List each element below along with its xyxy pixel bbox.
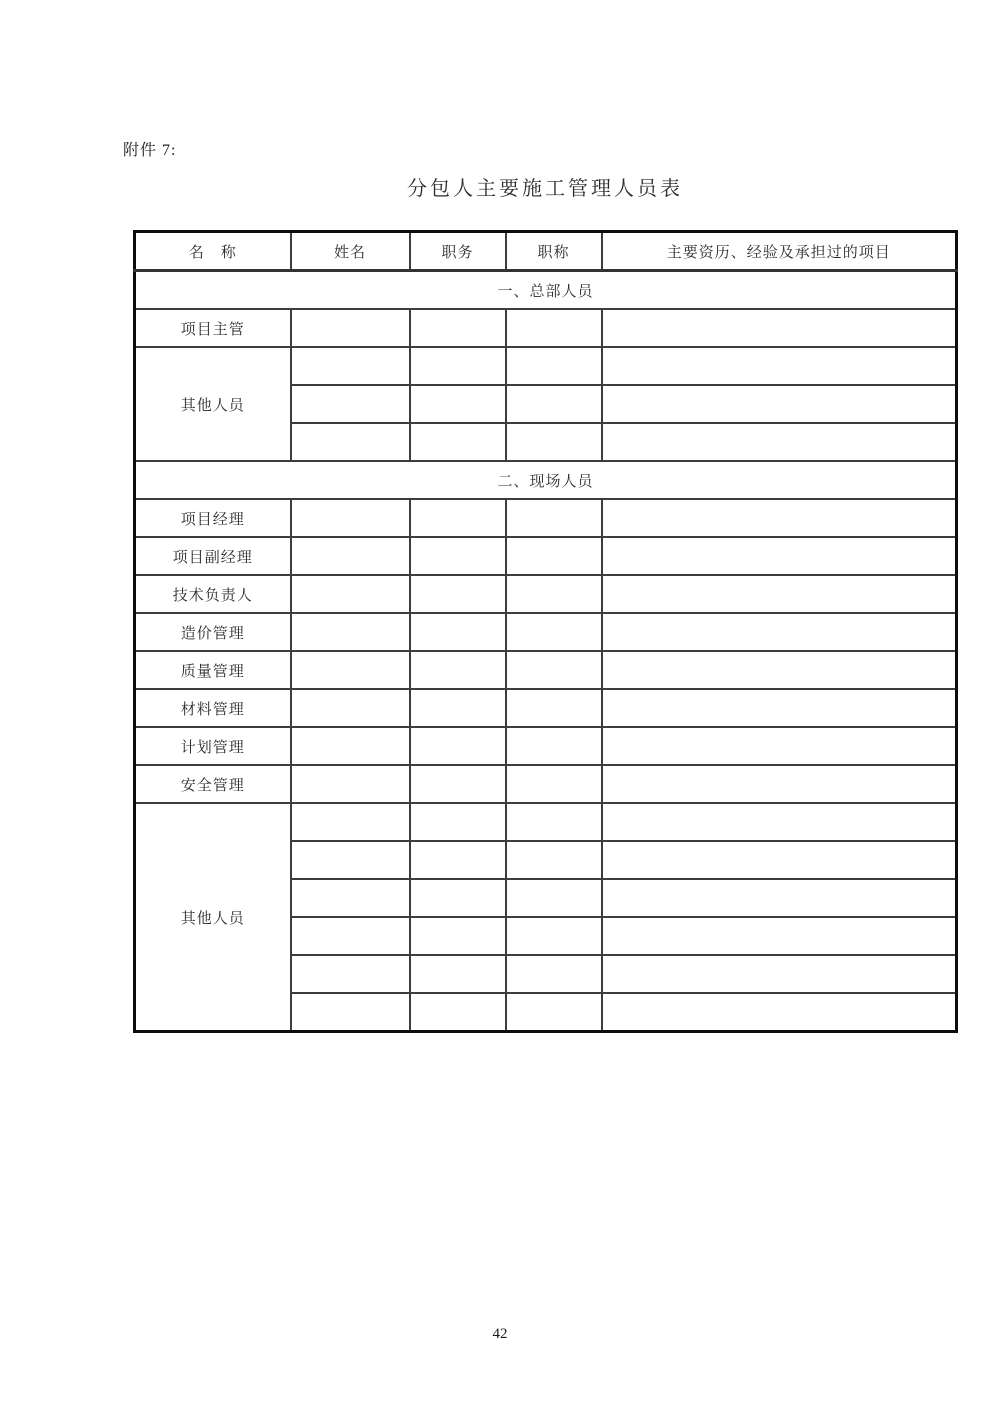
empty-cell (410, 575, 506, 613)
table-row (135, 575, 957, 613)
empty-cell (410, 499, 506, 537)
empty-cell (291, 347, 410, 385)
table-row (135, 765, 957, 803)
empty-cell (291, 765, 410, 803)
empty-cell (291, 537, 410, 575)
empty-cell (410, 993, 506, 1032)
empty-cell (291, 689, 410, 727)
empty-cell (602, 955, 957, 993)
row-label-technical-director: 技术负责人 (135, 575, 291, 613)
header-cell-experience: 主要资历、经验及承担过的项目 (602, 232, 957, 271)
row-label-deputy-project-manager: 项目副经理 (135, 537, 291, 575)
empty-cell (291, 841, 410, 879)
empty-cell (291, 803, 410, 841)
section-heading-site: 二、现场人员 (135, 461, 957, 499)
empty-cell (410, 879, 506, 917)
empty-cell (291, 727, 410, 765)
empty-cell (602, 993, 957, 1032)
row-label-quality-management: 质量管理 (135, 651, 291, 689)
empty-cell (291, 309, 410, 347)
empty-cell (506, 575, 602, 613)
section-heading-headquarters: 一、总部人员 (135, 271, 957, 310)
empty-cell (291, 651, 410, 689)
empty-cell (602, 689, 957, 727)
empty-cell (602, 765, 957, 803)
header-cell-person-name: 姓名 (291, 232, 410, 271)
table-row (135, 651, 957, 689)
table-row (135, 537, 957, 575)
empty-cell (506, 803, 602, 841)
empty-cell (602, 917, 957, 955)
empty-cell (410, 651, 506, 689)
empty-cell (410, 727, 506, 765)
empty-cell (506, 689, 602, 727)
title-container (134, 172, 956, 201)
empty-cell (291, 955, 410, 993)
empty-cell (410, 613, 506, 651)
empty-cell (506, 537, 602, 575)
empty-cell (410, 955, 506, 993)
empty-cell (291, 613, 410, 651)
empty-cell (291, 575, 410, 613)
empty-cell (410, 917, 506, 955)
attachment-label: 附件 7: (123, 142, 177, 159)
personnel-table (133, 230, 958, 1033)
table-row (135, 613, 957, 651)
empty-cell (602, 803, 957, 841)
empty-cell (506, 613, 602, 651)
section-row-site (135, 461, 957, 499)
header-cell-position: 职务 (410, 232, 506, 271)
empty-cell (602, 841, 957, 879)
page-title: 分包人主要施工管理人员表 (407, 178, 683, 200)
empty-cell (602, 499, 957, 537)
empty-cell (291, 499, 410, 537)
table-row (135, 803, 957, 841)
empty-cell (506, 841, 602, 879)
empty-cell (506, 993, 602, 1032)
empty-cell (410, 537, 506, 575)
empty-cell (506, 423, 602, 461)
table-header-row (135, 232, 957, 271)
header-cell-name: 名 称 (135, 232, 291, 271)
row-label-cost-management: 造价管理 (135, 613, 291, 651)
empty-cell (410, 423, 506, 461)
table-row (135, 727, 957, 765)
row-label-planning-management: 计划管理 (135, 727, 291, 765)
empty-cell (602, 879, 957, 917)
table-row (135, 689, 957, 727)
table-row (135, 499, 957, 537)
empty-cell (291, 917, 410, 955)
section-row-headquarters (135, 271, 957, 310)
empty-cell (506, 765, 602, 803)
empty-cell (506, 879, 602, 917)
empty-cell (410, 689, 506, 727)
row-label-other-personnel-site: 其他人员 (135, 803, 291, 1032)
empty-cell (602, 651, 957, 689)
table-row (135, 347, 957, 385)
empty-cell (410, 347, 506, 385)
row-label-safety-management: 安全管理 (135, 765, 291, 803)
empty-cell (291, 385, 410, 423)
empty-cell (602, 385, 957, 423)
empty-cell (410, 309, 506, 347)
empty-cell (602, 347, 957, 385)
empty-cell (410, 765, 506, 803)
empty-cell (291, 879, 410, 917)
empty-cell (506, 955, 602, 993)
empty-cell (602, 613, 957, 651)
empty-cell (506, 917, 602, 955)
empty-cell (602, 575, 957, 613)
empty-cell (410, 803, 506, 841)
page-number: 42 (492, 1326, 508, 1342)
empty-cell (506, 499, 602, 537)
row-label-project-manager: 项目经理 (135, 499, 291, 537)
empty-cell (506, 727, 602, 765)
table-row (135, 309, 957, 347)
empty-cell (410, 841, 506, 879)
empty-cell (506, 309, 602, 347)
empty-cell (291, 993, 410, 1032)
empty-cell (602, 309, 957, 347)
row-label-project-supervisor: 项目主管 (135, 309, 291, 347)
empty-cell (602, 537, 957, 575)
empty-cell (291, 423, 410, 461)
empty-cell (602, 423, 957, 461)
empty-cell (506, 385, 602, 423)
empty-cell (506, 651, 602, 689)
row-label-material-management: 材料管理 (135, 689, 291, 727)
empty-cell (410, 385, 506, 423)
empty-cell (506, 347, 602, 385)
empty-cell (602, 727, 957, 765)
row-label-other-personnel-hq: 其他人员 (135, 347, 291, 461)
header-cell-title: 职称 (506, 232, 602, 271)
